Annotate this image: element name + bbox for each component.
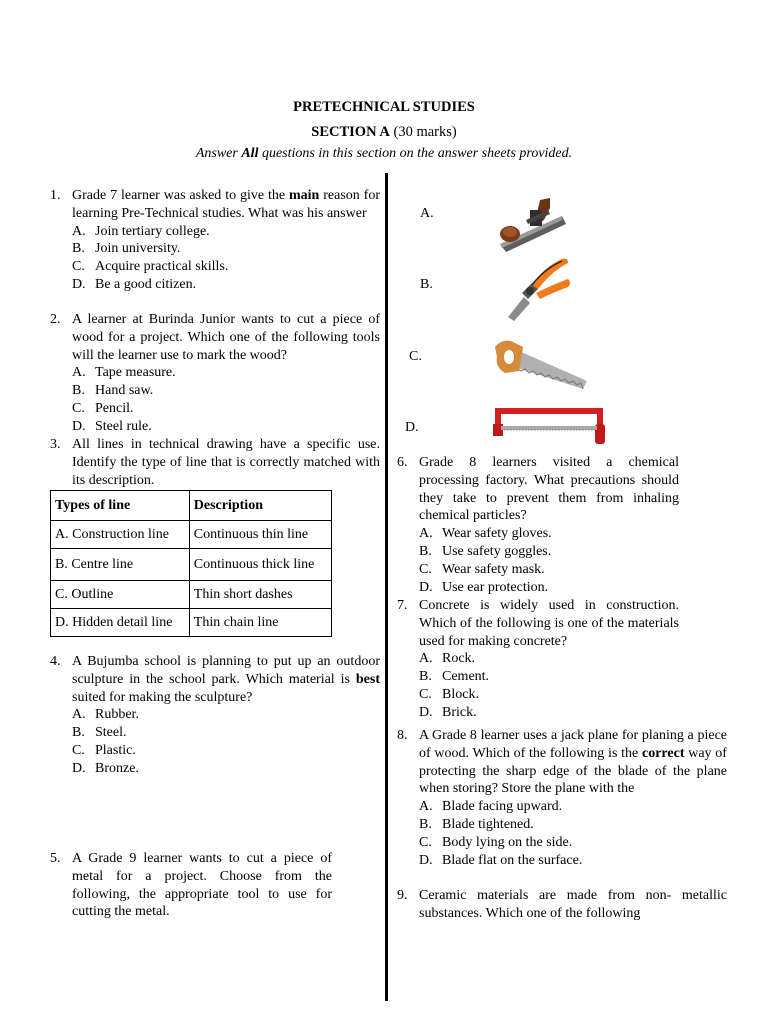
question-number: 2. — [50, 312, 61, 327]
table-cell: Thin chain line — [189, 609, 331, 637]
options-list — [72, 364, 380, 435]
option — [419, 561, 679, 579]
option-letter: A. — [419, 799, 433, 815]
option-letter: B. — [419, 543, 432, 559]
question-6 — [397, 454, 679, 596]
question-8 — [397, 727, 727, 869]
instructions-bold: All — [241, 146, 259, 161]
option-letter: A. — [72, 365, 86, 381]
hacksaw-icon — [491, 400, 607, 450]
option — [419, 543, 679, 561]
option — [72, 223, 380, 241]
table-cell: D. Hidden detail line — [51, 609, 190, 637]
option-text: Steel rule. — [95, 418, 152, 434]
option-letter: C. — [419, 834, 432, 850]
question-1 — [50, 187, 380, 294]
question-text: Grade 8 learners visited a chemical processing factory. What precautions should they take to prevent them from inhaling chemical particles? — [419, 455, 679, 524]
question-text — [72, 187, 380, 223]
option — [72, 400, 380, 418]
option — [419, 579, 679, 597]
option — [419, 816, 727, 834]
option-text: Cement. — [442, 669, 490, 685]
question-2 — [50, 311, 380, 436]
option-text: Blade flat on the surface. — [442, 852, 583, 868]
option-letter: C. — [72, 259, 85, 275]
question-number: 8. — [397, 728, 408, 743]
option — [72, 240, 380, 258]
option-text: Be a good citizen. — [95, 276, 197, 292]
option-text: Use ear protection. — [442, 579, 549, 595]
pliers-icon — [502, 253, 574, 323]
option-letter: B. — [72, 383, 85, 399]
option-text: Blade tightened. — [442, 816, 534, 832]
question-5 — [50, 850, 332, 921]
hand-saw-icon — [491, 337, 591, 401]
option-letter: C. — [409, 349, 422, 364]
option-letter: C. — [419, 561, 432, 577]
option-letter: A. — [420, 206, 434, 221]
table-row — [51, 521, 332, 549]
option-letter: B. — [419, 669, 432, 685]
option-letter: D. — [72, 760, 86, 776]
option-text: Bronze. — [95, 760, 139, 776]
table-cell: Continuous thin line — [189, 521, 331, 549]
option-text: Rubber. — [95, 707, 139, 723]
column-header: Types of line — [51, 491, 190, 521]
question-text — [72, 653, 380, 706]
option-letter: D. — [72, 276, 86, 292]
option-text: Steel. — [95, 725, 127, 741]
option-text: Join tertiary college. — [95, 223, 210, 239]
option — [419, 704, 679, 722]
instructions-pre: Answer — [195, 146, 242, 161]
option-letter: D. — [419, 704, 433, 720]
option — [419, 834, 727, 852]
section-heading — [0, 124, 768, 142]
option-letter: C. — [72, 742, 85, 758]
question-text: All lines in technical drawing have a specific use. Identify the type of line that is correctly matched with its description. — [72, 437, 380, 488]
option — [72, 364, 380, 382]
option-letter: C. — [419, 686, 432, 702]
question-number: 4. — [50, 654, 61, 669]
option — [419, 650, 679, 668]
option-text: Hand saw. — [95, 383, 154, 399]
option-letter: B. — [72, 725, 85, 741]
question-number: 9. — [397, 888, 408, 903]
question-number: 1. — [50, 188, 61, 203]
question-3 — [50, 436, 380, 489]
option-letter: A. — [72, 707, 86, 723]
option — [72, 258, 380, 276]
text-pre: A Bujumba school is planning to put up an outdoor sculpture in the school park. Which material is — [72, 654, 380, 687]
text-post: way of protecting the sharp edge of the blade of the plane when storing? Store the plane with the — [419, 745, 727, 797]
question-number: 5. — [50, 851, 61, 866]
option-text: Acquire practical skills. — [95, 259, 229, 275]
text-bold: correct — [642, 745, 685, 761]
option — [72, 276, 380, 294]
line-types-table — [50, 490, 332, 637]
option-letter: B. — [72, 241, 85, 257]
column-header: Description — [189, 491, 331, 521]
table-cell: C. Outline — [51, 581, 190, 609]
option-text: Tape measure. — [95, 365, 176, 381]
option — [419, 525, 679, 543]
option-letter: D. — [72, 418, 86, 434]
question-9 — [397, 887, 727, 923]
question-text: A learner at Burinda Junior wants to cut a piece of wood for a project. Which one of the following tools will the learner use to mark the wood? — [72, 312, 380, 363]
question-number: 7. — [397, 598, 408, 613]
section-label: SECTION A — [311, 124, 390, 140]
column-divider — [385, 173, 388, 1001]
table-row — [51, 581, 332, 609]
option-text: Use safety goggles. — [442, 543, 552, 559]
option — [419, 668, 679, 686]
jack-plane-icon — [496, 190, 568, 256]
option — [72, 724, 380, 742]
option-text: Wear safety mask. — [442, 561, 545, 577]
option-text: Block. — [442, 686, 479, 702]
table-cell: Thin short dashes — [189, 581, 331, 609]
question-text — [419, 727, 727, 798]
question-number: 6. — [397, 455, 408, 470]
question-text: Concrete is widely used in construction. Which of the following is one of the materials used for making concrete? — [419, 598, 679, 649]
text-pre: A Grade 8 learner uses a jack plane for planing a piece of wood. Which of the following is the — [419, 728, 727, 761]
option — [72, 706, 380, 724]
question-7 — [397, 597, 679, 722]
option — [419, 686, 679, 704]
table-cell: B. Centre line — [51, 549, 190, 581]
table-cell: Continuous thick line — [189, 549, 331, 581]
table-row — [51, 549, 332, 581]
options-list — [419, 650, 679, 721]
question-text: A Grade 9 learner wants to cut a piece of metal for a project. Choose from the following, the appropriate tool to use for cutting the metal. — [72, 851, 332, 920]
option-text: Rock. — [442, 651, 476, 667]
option-letter: C. — [72, 400, 85, 416]
option — [419, 852, 727, 870]
table-cell: A. Construction line — [51, 521, 190, 549]
text-bold: main — [288, 188, 320, 203]
table-row — [51, 609, 332, 637]
option-text: Wear safety gloves. — [442, 526, 552, 542]
instructions-post: questions in this section on the answer sheets provided. — [258, 146, 573, 161]
option-text: Brick. — [442, 704, 477, 720]
text-post: suited for making the sculpture? — [72, 689, 253, 705]
section-marks: (30 marks) — [393, 124, 457, 140]
option-letter: D. — [405, 420, 419, 435]
option-text: Blade facing upward. — [442, 799, 563, 815]
option-text: Plastic. — [95, 742, 136, 758]
option-letter: B. — [419, 816, 432, 832]
option — [72, 382, 380, 400]
table-header-row — [51, 491, 332, 521]
option-letter: A. — [72, 223, 86, 239]
options-list — [419, 798, 727, 869]
option — [72, 742, 380, 760]
text-post: reason for learning Pre-Technical studies. What was his answer — [72, 188, 380, 221]
text-bold: best — [355, 671, 380, 687]
text-pre: Grade 7 learner was asked to give the — [72, 188, 289, 203]
option — [419, 798, 727, 816]
option-letter: A. — [419, 651, 433, 667]
options-list — [72, 223, 380, 294]
options-list — [72, 706, 380, 777]
instructions — [0, 145, 768, 163]
question-number: 3. — [50, 437, 61, 452]
question-4 — [50, 653, 380, 778]
option — [72, 760, 380, 778]
option — [72, 418, 380, 436]
question-text: Ceramic materials are made from non- metallic substances. Which one of the following — [419, 888, 727, 921]
option-text: Pencil. — [95, 400, 134, 416]
option-text: Body lying on the side. — [442, 834, 573, 850]
options-list — [419, 525, 679, 596]
page-title: PRETECHNICAL STUDIES — [293, 99, 475, 115]
option-letter: A. — [419, 526, 433, 542]
option-text: Join university. — [95, 241, 181, 257]
option-letter: D. — [419, 579, 433, 595]
option-letter: D. — [419, 852, 433, 868]
option-letter: B. — [420, 277, 433, 292]
